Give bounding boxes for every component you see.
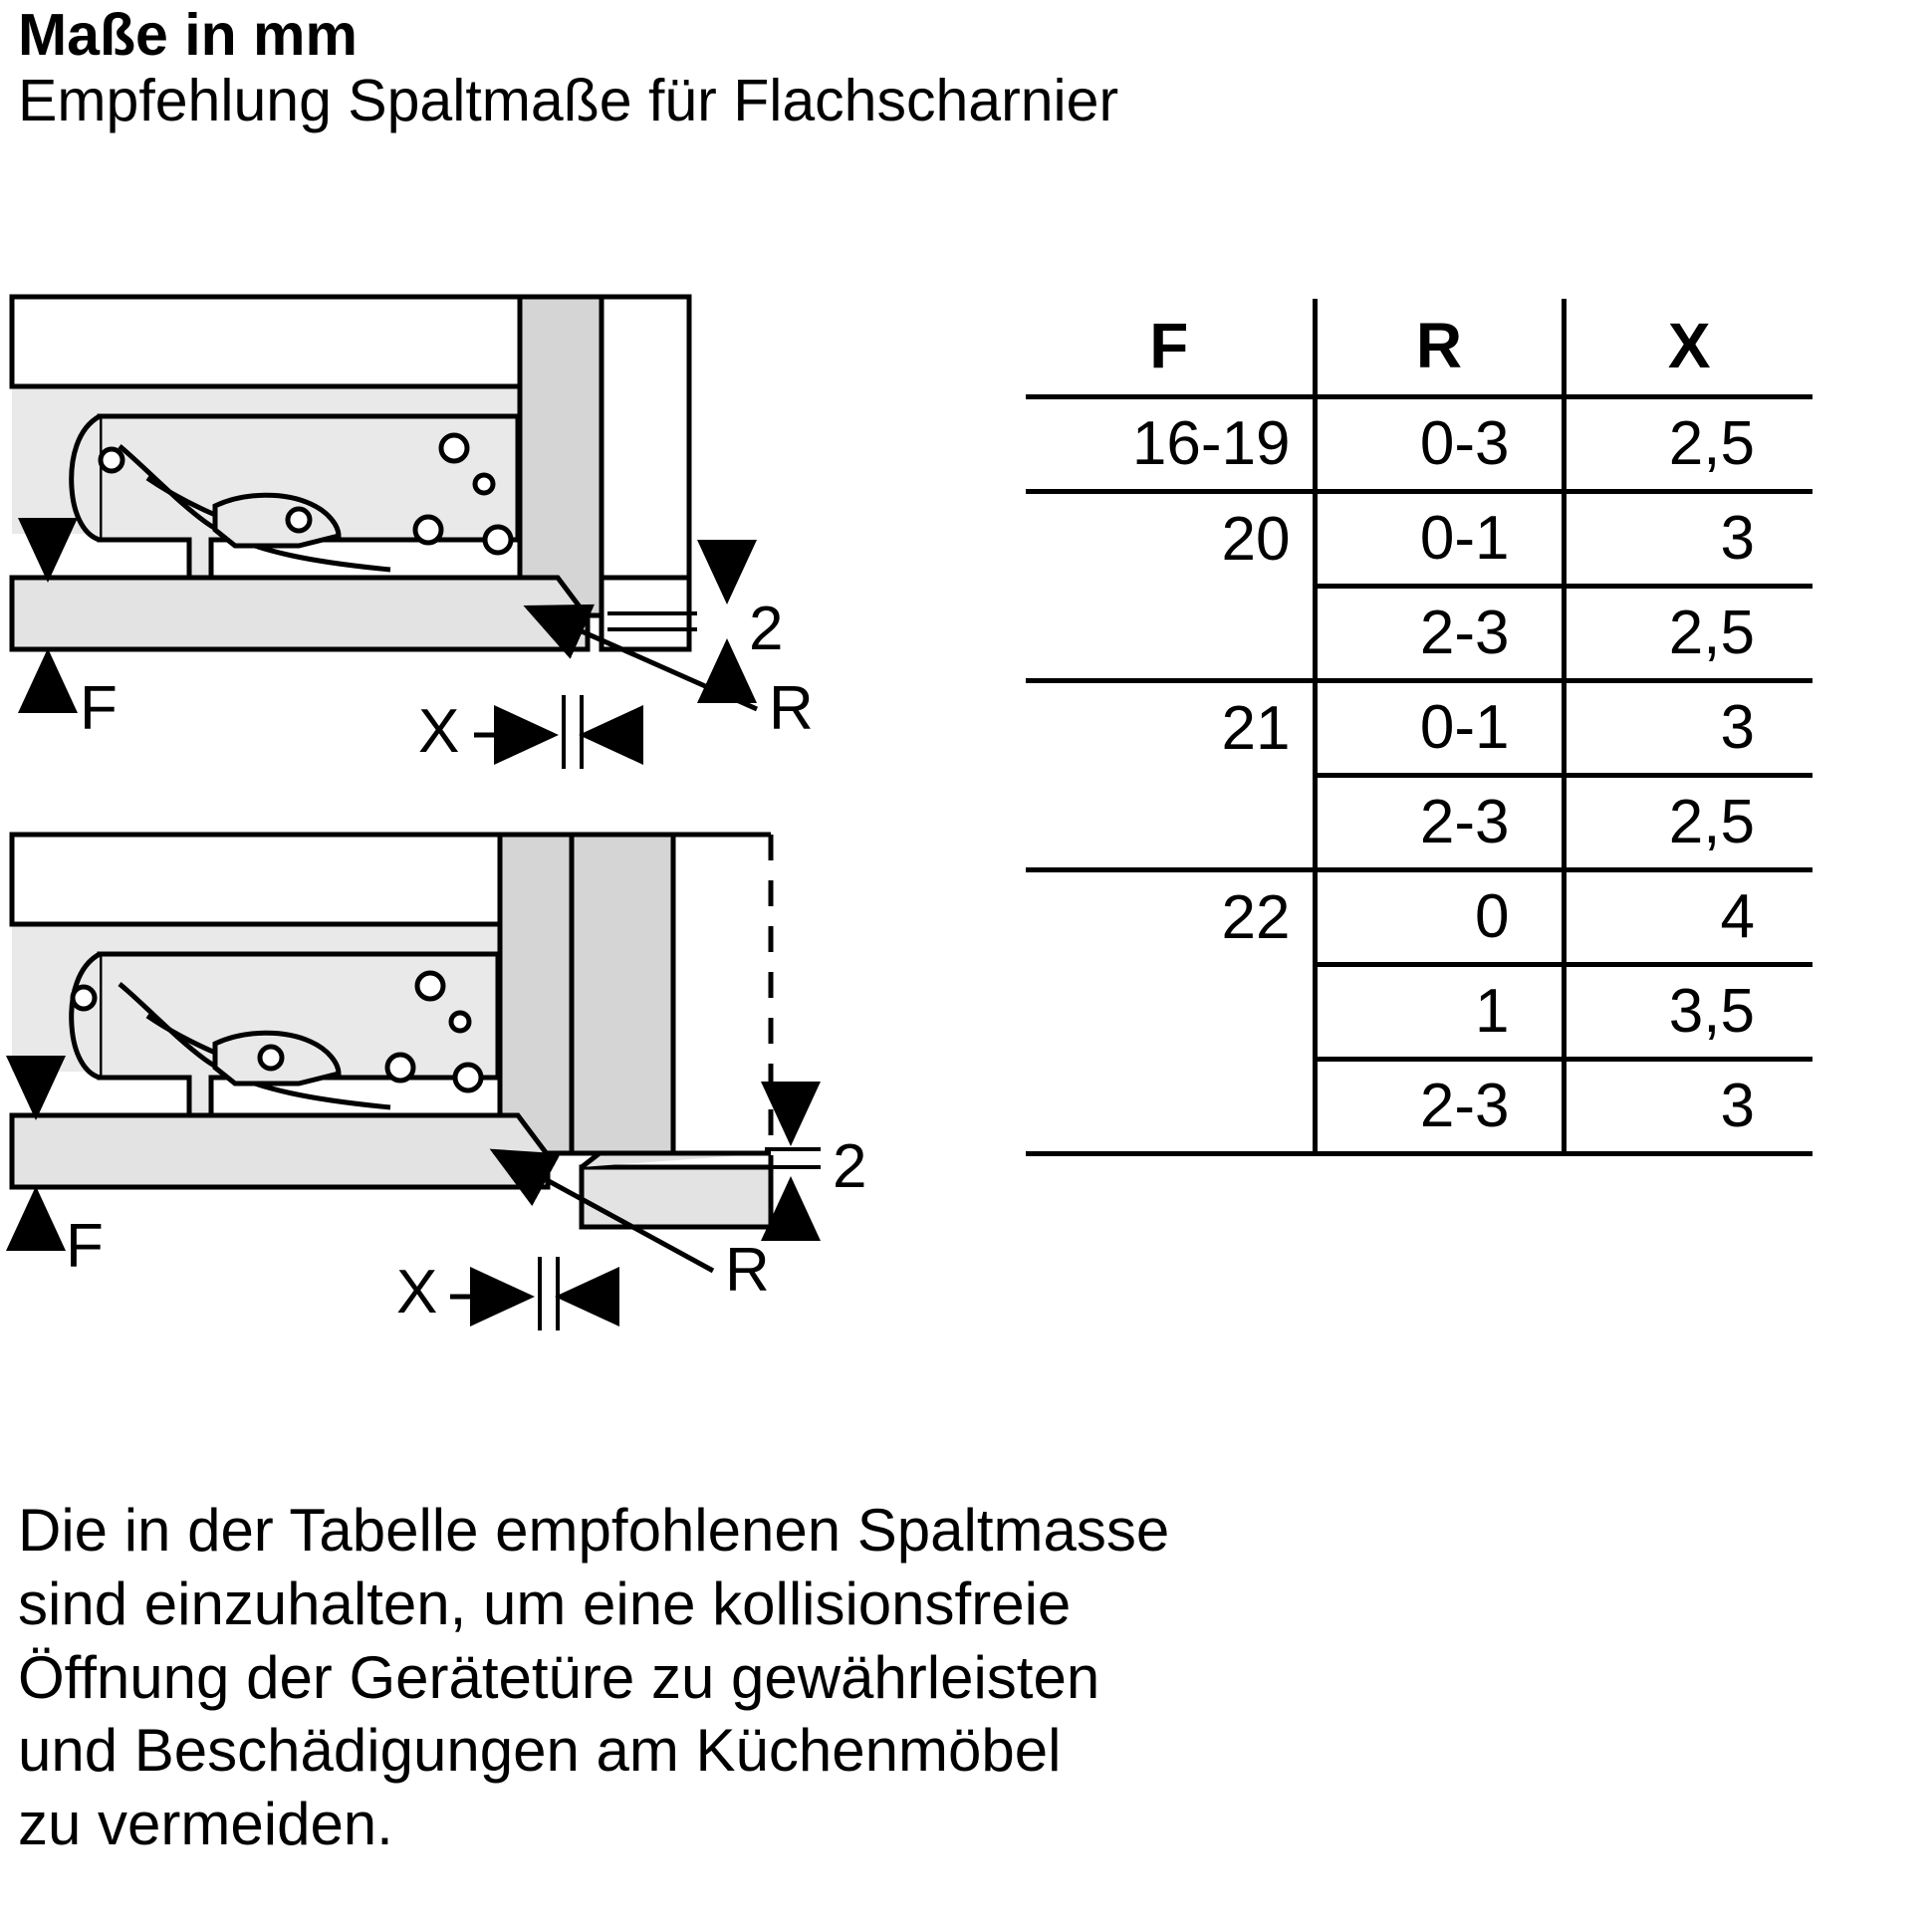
- table-row: [1026, 397, 1812, 492]
- cell-r: 0-1: [1315, 492, 1564, 587]
- top-f-label: F: [80, 674, 118, 743]
- table-row: [1026, 492, 1812, 587]
- bottom-f-label: F: [66, 1212, 104, 1281]
- cell-f: [1026, 587, 1315, 681]
- table-row: [1026, 1060, 1812, 1154]
- cell-x: 3: [1564, 1060, 1812, 1154]
- rule-cell: [1026, 1154, 1315, 1157]
- cell-r: 2-3: [1315, 587, 1564, 681]
- footer-line: sind einzuhalten, um eine kollisionsfreie: [18, 1570, 1072, 1637]
- header: [18, 2, 1811, 135]
- page-title: Maße in mm: [18, 2, 358, 68]
- bottom-view-group: [12, 835, 866, 1330]
- top-view-group: [12, 297, 814, 769]
- column-header-r: R: [1315, 299, 1564, 397]
- spec-table-container: [1026, 299, 1902, 1275]
- cell-x: 2,5: [1564, 397, 1812, 492]
- table-row: [1026, 681, 1812, 776]
- rule-cell: [1564, 1154, 1812, 1157]
- cell-f: 20: [1026, 492, 1315, 587]
- table-row: [1026, 965, 1812, 1060]
- table-bottom-rule: [1026, 1154, 1812, 1157]
- cell-r: 2-3: [1315, 776, 1564, 870]
- footer-line: und Beschädigungen am Küchenmöbel: [18, 1717, 1062, 1785]
- rule-cell: [1315, 1154, 1564, 1157]
- cell-x: 3: [1564, 492, 1812, 587]
- footer-note: [18, 1494, 1801, 1861]
- table-row: [1026, 587, 1812, 681]
- spec-table: [1026, 299, 1812, 1156]
- cell-f: [1026, 1060, 1315, 1154]
- table-header-row: [1026, 299, 1812, 397]
- cell-r: 1: [1315, 965, 1564, 1060]
- technical-drawing: [0, 279, 1016, 1354]
- bottom-gap-label: 2: [833, 1132, 867, 1201]
- cell-r: 2-3: [1315, 1060, 1564, 1154]
- top-gap-label: 2: [749, 595, 784, 663]
- cell-f: [1026, 776, 1315, 870]
- cell-f: 21: [1026, 681, 1315, 776]
- cell-r: 0-3: [1315, 397, 1564, 492]
- cell-r: 0-1: [1315, 681, 1564, 776]
- top-r-label: R: [769, 674, 814, 743]
- column-header-f: F: [1026, 299, 1315, 397]
- cell-f: 22: [1026, 870, 1315, 965]
- footer-line: Öffnung der Gerätetüre zu gewährleisten: [18, 1643, 1100, 1711]
- page-subtitle: Empfehlung Spaltmaße für Flachscharnier: [18, 68, 1119, 134]
- cell-x: 2,5: [1564, 776, 1812, 870]
- cell-x: 4: [1564, 870, 1812, 965]
- cell-r: 0: [1315, 870, 1564, 965]
- top-x-label: X: [418, 697, 460, 766]
- bottom-r-label: R: [725, 1236, 770, 1305]
- table-row: [1026, 870, 1812, 965]
- table-row: [1026, 776, 1812, 870]
- cell-f: [1026, 965, 1315, 1060]
- hinge-diagram-svg: [0, 279, 1016, 1354]
- column-header-x: X: [1564, 299, 1812, 397]
- cell-x: 3,5: [1564, 965, 1812, 1060]
- footer-line: Die in der Tabelle empfohlenen Spaltmasse: [18, 1497, 1170, 1564]
- cell-x: 3: [1564, 681, 1812, 776]
- footer-line: zu vermeiden.: [18, 1791, 393, 1858]
- bottom-x-label: X: [396, 1258, 438, 1327]
- cell-f: 16-19: [1026, 397, 1315, 492]
- cell-x: 2,5: [1564, 587, 1812, 681]
